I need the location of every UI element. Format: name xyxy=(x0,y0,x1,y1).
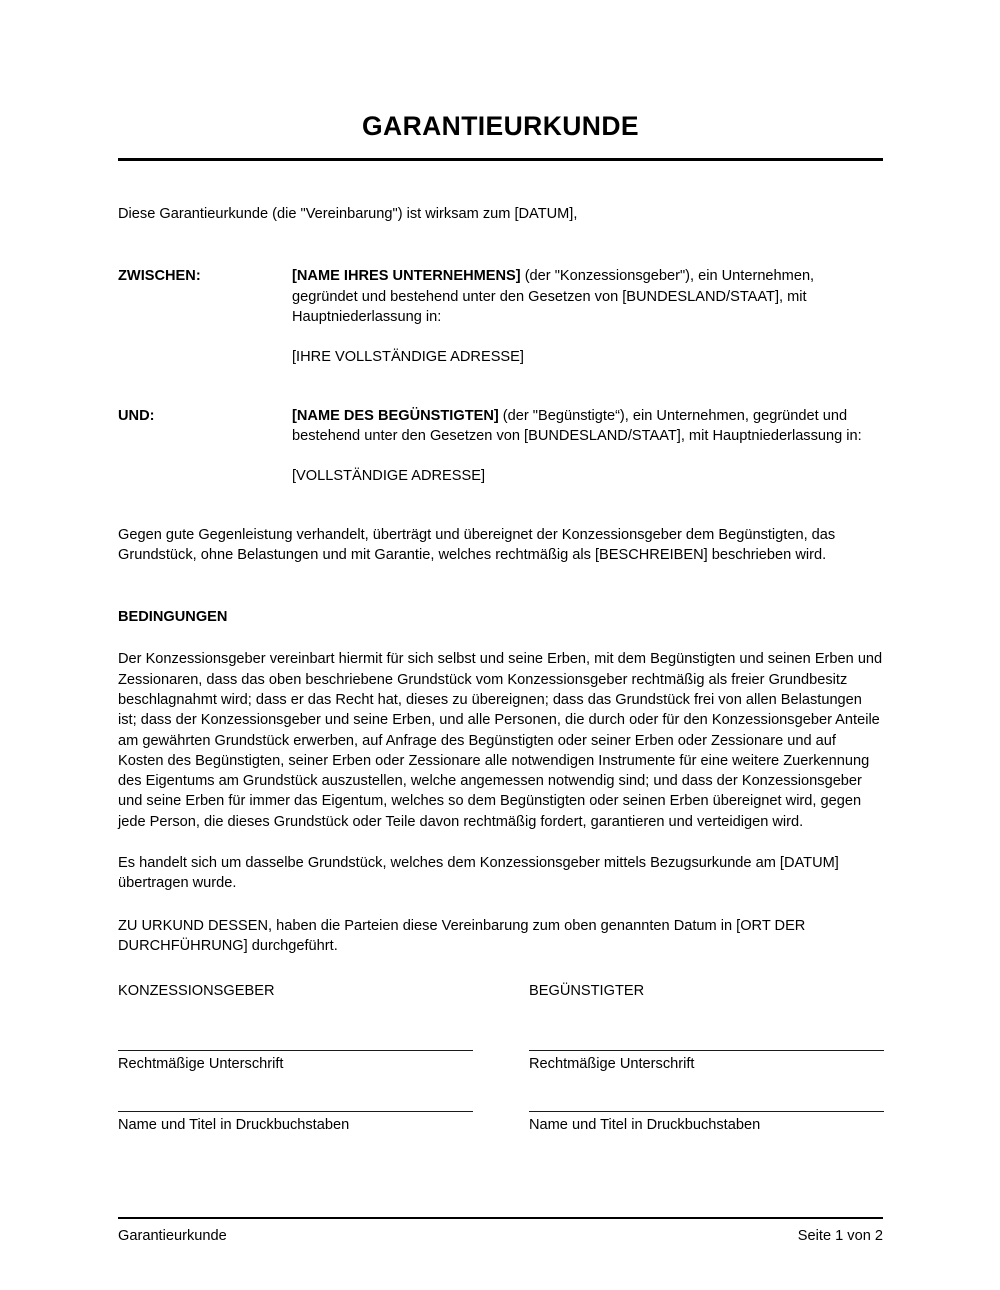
signature-row-printed-name xyxy=(118,1111,883,1135)
signature-row-signature xyxy=(118,1050,883,1074)
signature-field-grantor[interactable] xyxy=(118,1050,529,1074)
party-block-grantee xyxy=(118,406,883,487)
party-address-grantor: [IHRE VOLLSTÄNDIGE ADRESSE] xyxy=(292,349,524,366)
footer-page-number: Seite 1 von 2 xyxy=(797,1227,883,1244)
footer-document-name: Garantieurkunde xyxy=(118,1227,227,1244)
party-body-grantor xyxy=(292,266,883,367)
footer-row xyxy=(118,1226,883,1246)
signature-line-grantee xyxy=(529,1050,884,1051)
page-footer xyxy=(118,1217,883,1246)
page-title: GARANTIEURKUNDE xyxy=(362,111,639,141)
party-name-grantee: [NAME DES BEGÜNSTIGTEN] xyxy=(292,407,499,424)
terms-heading: BEDINGUNGEN xyxy=(118,609,228,626)
signature-line-grantor xyxy=(118,1050,473,1051)
party-label-grantee: UND: xyxy=(118,407,155,424)
title-divider xyxy=(118,158,883,161)
witness-paragraph: ZU URKUND DESSEN, haben die Parteien diese Vereinbarung zum oben genannten Datum in [ORT DER DURCHFÜHRUNG] durchgeführt. xyxy=(118,917,806,954)
party-address-grantee: [VOLLSTÄNDIGE ADRESSE] xyxy=(292,468,486,485)
same-property-paragraph: Es handelt sich um dasselbe Grundstück, welches dem Konzessionsgeber mittels Bezugsurkunde am [DATUM] übertragen wurde. xyxy=(118,855,839,892)
document-content xyxy=(118,0,883,1290)
printed-name-line-grantee xyxy=(529,1111,884,1112)
signature-caption-grantor: Rechtmäßige Unterschrift xyxy=(118,1055,284,1072)
printed-name-field-grantee[interactable] xyxy=(529,1111,884,1135)
footer-divider xyxy=(118,1217,883,1219)
party-name-grantor: [NAME IHRES UNTERNEHMENS] xyxy=(292,268,521,285)
printed-name-caption-grantee: Name und Titel in Druckbuchstaben xyxy=(529,1116,761,1133)
signature-heading-grantor: KONZESSIONSGEBER xyxy=(118,983,275,1000)
party-body-grantee xyxy=(292,406,883,487)
consideration-paragraph: Gegen gute Gegenleistung verhandelt, überträgt und übereignet der Konzessionsgeber dem Begünstigten, das Grundstück, ohne Belastungen und mit Garantie, welches rechtmäßig als [BESCHREIBEN] beschrieben wird. xyxy=(118,526,836,563)
signature-heading-grantee: BEGÜNSTIGTER xyxy=(529,983,645,1000)
party-block-grantor xyxy=(118,266,883,367)
party-description-grantee: (der "Begünstigte“), ein Unternehmen, gegründet und bestehend unter den Gesetzen von [BUNDESLAND/STAAT], mit Hauptniederlassung in: xyxy=(292,407,862,444)
signature-field-grantee[interactable] xyxy=(529,1050,884,1074)
party-description-grantor: (der "Konzessionsgeber"), ein Unternehmen, gegründet und bestehend unter den Gesetzen von [BUNDESLAND/STAAT], mit Hauptniederlassung in: xyxy=(292,268,815,326)
signature-caption-grantee: Rechtmäßige Unterschrift xyxy=(529,1055,695,1072)
terms-paragraph: Der Konzessionsgeber vereinbart hiermit für sich selbst und seine Erben, mit dem Begünstigten und seinen Erben und Zessionaren, dass das oben beschriebene Grundstück vom Konzessionsgeber rechtmäßig als freier Grundbesitz beschlagnahmt wird; dass er das Recht hat, dieses zu übereignen; dass das Grundstück frei von allen Belastungen ist; dass der Konzessionsgeber und seine Erben, und alle Personen, die durch oder für den Konzessionsgeber Anteile am gewährten Grundstück erwerben, auf Anfrage des Begünstigten oder seiner Erben oder Zessionare und auf Kosten des Begünstigten, seiner Erben oder Zessionare alle notwendigen Instrumente für eine weitere Zuerkennung des Eigentums am Grundstück auszustellen, welche angemessen notwendig sind; und dass der Konzessionsgeber und seine Erben für immer das Eigentum, welches so dem Begünstigten oder seinen Erben übereignet wird, gegen jede Person, die dieses Grundstück oder Teile davon rechtmäßig fordert, garantieren und verteidigen wird. xyxy=(118,651,883,830)
printed-name-line-grantor xyxy=(118,1111,473,1112)
printed-name-field-grantor[interactable] xyxy=(118,1111,529,1135)
printed-name-caption-grantor: Name und Titel in Druckbuchstaben xyxy=(118,1116,350,1133)
intro-paragraph: Diese Garantieurkunde (die "Vereinbarung") ist wirksam zum [DATUM], xyxy=(118,206,578,223)
party-label-grantor: ZWISCHEN: xyxy=(118,268,201,285)
signature-headings xyxy=(118,981,883,1001)
